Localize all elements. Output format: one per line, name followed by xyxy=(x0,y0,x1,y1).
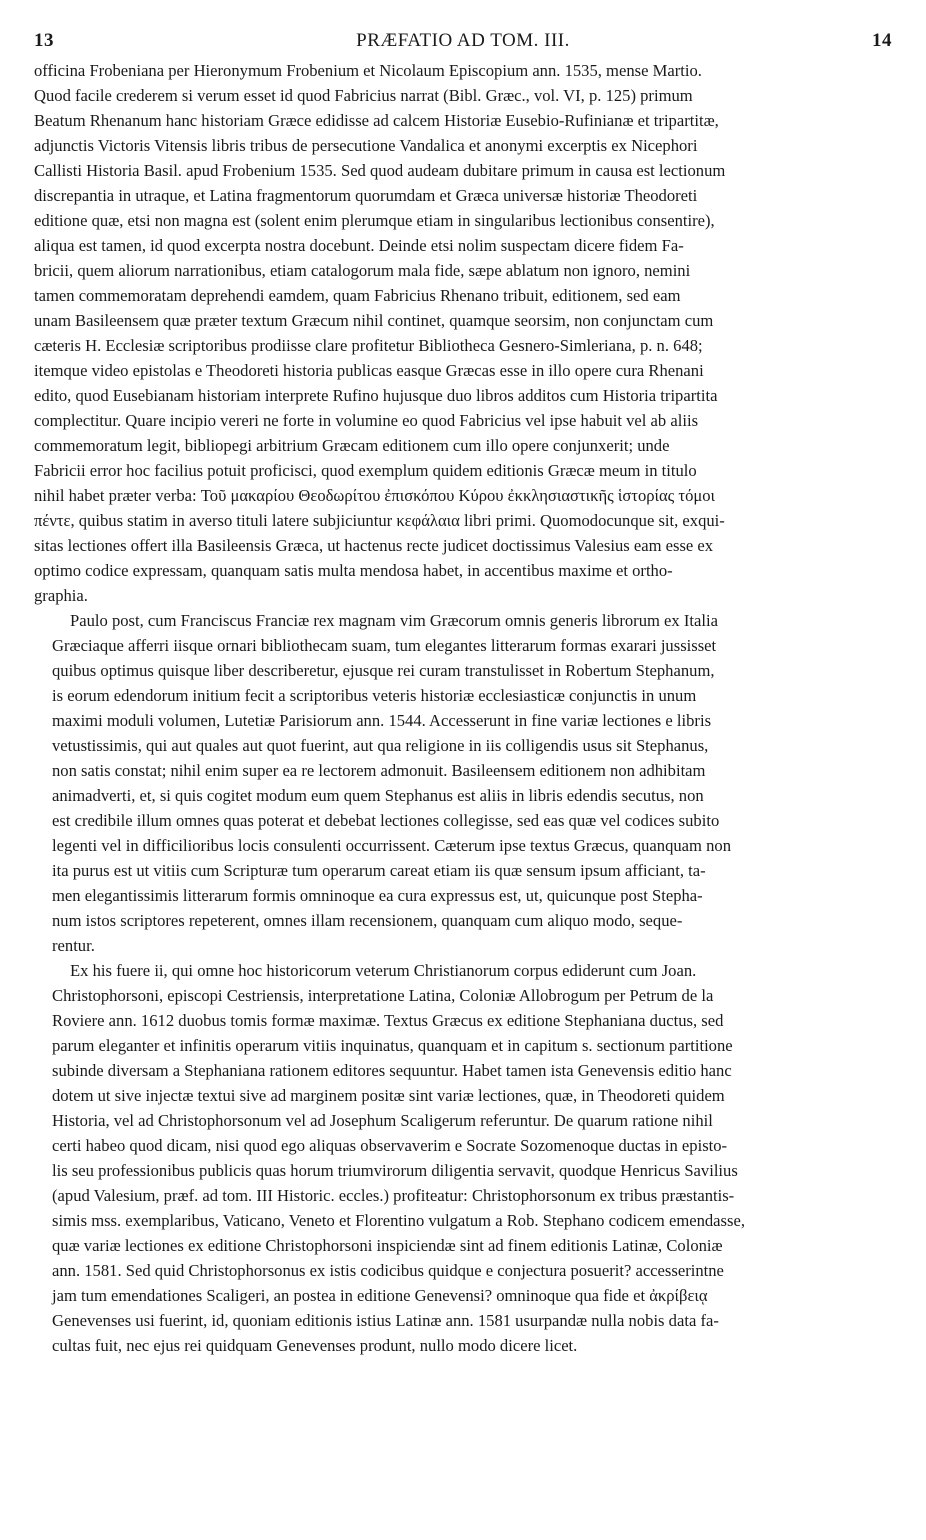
text-line: itemque video epistolas e Theodoreti historia publicas easque Græcas esse in illo opere cura Rhenani xyxy=(34,361,704,380)
paragraph xyxy=(34,608,892,958)
text-line: nihil habet præter verba: Τοῦ μακαρίου Θεοδωρίτου ἐπισκόπου Κύρου ἐκκλησιαστικῆς ἱστορίας τόμοι xyxy=(34,486,716,505)
text-line: editione quæ, etsi non magna est (solent enim plerumque etiam in singularibus lectionibus consentire), xyxy=(34,211,715,230)
text-line: Græciaque afferri iisque ornari bibliothecam suam, tum elegantes litterarum formas exarari jussisset xyxy=(52,636,717,655)
text-line: complectitur. Quare incipio vereri ne forte in volumine eo quod Fabricius vel ipse habuit vel ab aliis xyxy=(34,411,699,430)
text-line: is eorum edendorum initium fecit a scriptoribus veteris historiæ ecclesiasticæ conjunctis in unum xyxy=(52,686,697,705)
text-line: simis mss. exemplaribus, Vaticano, Veneto et Florentino vulgatum a Rob. Stephano codicem emendasse, xyxy=(52,1211,745,1230)
text-line: bricii, quem aliorum narrationibus, etiam catalogorum mala fide, sæpe ablatum non ignoro, nemini xyxy=(34,261,691,280)
body-text xyxy=(34,58,892,1358)
text-line: Callisti Historia Basil. apud Frobenium 1535. Sed quod audeam dubitare primum in causa est lectionum xyxy=(34,161,726,180)
text-line: tamen commemoratam deprehendi eamdem, quam Fabricius Rhenano tribuit, editionem, sed eam xyxy=(34,286,681,305)
text-line: (apud Valesium, præf. ad tom. III Historic. eccles.) profiteatur: Christophorsonum ex tribus præstantis- xyxy=(52,1186,735,1205)
text-line: legenti vel in difficilioribus locis consulenti occurrissent. Cæterum ipse textus Græcus, quanquam non xyxy=(52,836,731,855)
text-line: certi habeo quod dicam, nisi quod ego aliquas observaverim e Socrate Sozomenoque ductas in episto- xyxy=(52,1136,728,1155)
text-line: ann. 1581. Sed quid Christophorsonus ex istis codicibus quidque e conjectura posuerit? accesserintne xyxy=(52,1261,724,1280)
text-line: num istos scriptores repeterent, omnes illam recensionem, quanquam cum aliquo modo, seque- xyxy=(52,911,683,930)
text-line: Fabricii error hoc facilius potuit proficisci, quod exemplum quidem editionis Græcæ meum in titulo xyxy=(34,461,697,480)
running-title: PRÆFATIO AD TOM. III. xyxy=(356,30,570,51)
text-line: maximi moduli volumen, Lutetiæ Parisiorum ann. 1544. Accesserunt in fine variæ lectiones e libris xyxy=(52,711,712,730)
text-line: ita purus est ut vitiis cum Scripturæ tum operarum careat etiam iis quæ sensum ipsum afficiant, ta- xyxy=(52,861,706,880)
page-number-left: 13 xyxy=(34,30,54,51)
text-line: commemoratum legit, bibliopegi arbitrium Græcam editionem cum illo opere conjunxerit; unde xyxy=(34,436,670,455)
page-number-right: 14 xyxy=(872,30,892,51)
text-line: sitas lectiones offert illa Basileensis Græca, ut hactenus recte judicet doctissimus Valesius eam esse ex xyxy=(34,536,714,555)
text-line: aliqua est tamen, id quod excerpta nostra docebunt. Deinde etsi nolim suspectam dicere fidem Fa- xyxy=(34,236,684,255)
text-line: Beatum Rhenanum hanc historiam Græce edidisse ad calcem Historiæ Eusebio-Rufinianæ et tripartitæ, xyxy=(34,111,719,130)
text-line: quibus optimus quisque liber describeretur, ejusque rei curam transtulisset in Robertum Stephanum, xyxy=(52,661,715,680)
text-line: cæteris H. Ecclesiæ scriptoribus prodiisse clare profitetur Bibliotheca Gesnero-Simleriana, p. n. 648; xyxy=(34,336,703,355)
running-header xyxy=(34,30,892,60)
text-line: Ex his fuere ii, qui omne hoc historicorum veterum Christianorum corpus ediderunt cum Joan. xyxy=(70,961,697,980)
text-line: animadverti, et, si quis cogitet modum eum quem Stephanus est aliis in libris edendis secutus, non xyxy=(52,786,704,805)
paragraph xyxy=(34,958,892,1358)
text-line: rentur. xyxy=(52,936,95,955)
text-line: cultas fuit, nec ejus rei quidquam Genevenses produnt, nullo modo dicere licet. xyxy=(52,1336,578,1355)
text-line: jam tum emendationes Scaligeri, an postea in editione Genevensi? omninoque qua fide et ἀκρίβειᾳ xyxy=(52,1286,708,1305)
text-line: vetustissimis, qui aut quales aut quot fuerint, aut qua religione in iis colligendis usus sit Stephanus, xyxy=(52,736,709,755)
text-line: optimo codice expressam, quanquam satis multa mendosa habet, in accentibus maxime et ortho- xyxy=(34,561,673,580)
text-line: edito, quod Eusebianam historiam interprete Rufino hujusque duo libros additos cum Historia tripartita xyxy=(34,386,718,405)
text-line: quæ variæ lectiones ex editione Christophorsoni inspiciendæ sint ad finem editionis Latinæ, Coloniæ xyxy=(52,1236,723,1255)
text-line: Quod facile crederem si verum esset id quod Fabricius narrat (Bibl. Græc., vol. VI, p. 125) primum xyxy=(34,86,693,105)
text-line: discrepantia in utraque, et Latina fragmentorum quorumdam et Græca universæ historiæ Theodoreti xyxy=(34,186,698,205)
text-line: graphia. xyxy=(34,586,88,605)
text-line: lis seu professionibus publicis quas horum triumvirorum diligentia servavit, quodque Henricus Savilius xyxy=(52,1161,738,1180)
text-line: subinde diversam a Stephaniana rationem editores sequuntur. Habet tamen ista Genevensis editio hanc xyxy=(52,1061,732,1080)
text-line: Christophorsoni, episcopi Cestriensis, interpretatione Latina, Coloniæ Allobrogum per Petrum de la xyxy=(52,986,714,1005)
text-line: Genevenses usi fuerint, id, quoniam editionis istius Latinæ ann. 1581 usurpandæ nulla nobis data fa- xyxy=(52,1311,719,1330)
text-line: est credibile illum omnes quas poterat et debebat lectiones collegisse, sed eas quæ vel codices subito xyxy=(52,811,720,830)
text-line: Historia, vel ad Christophorsonum vel ad Josephum Scaligerum referuntur. De quarum ratione nihil xyxy=(52,1111,713,1130)
text-line: πέντε, quibus statim in averso tituli latere subjiciuntur κεφάλαια libri primi. Quomodocunque sit, exqui- xyxy=(34,511,725,530)
text-line: officina Frobeniana per Hieronymum Frobenium et Nicolaum Episcopium ann. 1535, mense Martio. xyxy=(34,61,702,80)
text-line: Roviere ann. 1612 duobus tomis formæ maximæ. Textus Græcus ex editione Stephaniana ductus, sed xyxy=(52,1011,724,1030)
text-line: unam Basileensem quæ præter textum Græcum nihil continet, quamque seorsim, non conjunctam cum xyxy=(34,311,714,330)
text-line: adjunctis Victoris Vitensis libris tribus de persecutione Vandalica et anonymi excerptis ex Nicephori xyxy=(34,136,698,155)
paragraph xyxy=(34,58,892,608)
text-line: parum eleganter et infinitis operarum vitiis inquinatus, quanquam et in capitum s. sectionum partitione xyxy=(52,1036,733,1055)
text-line: men elegantissimis litterarum formis omninoque ea cura expressus est, ut, quicunque post Stepha- xyxy=(52,886,703,905)
text-line: Paulo post, cum Franciscus Franciæ rex magnam vim Græcorum omnis generis librorum ex Italia xyxy=(70,611,718,630)
text-line: non satis constat; nihil enim super ea re lectorem admonuit. Basileensem editionem non adhibitam xyxy=(52,761,706,780)
text-line: dotem ut sive injectæ textui sive ad marginem positæ sint variæ lectiones, quæ, in Theodoreti quidem xyxy=(52,1086,725,1105)
